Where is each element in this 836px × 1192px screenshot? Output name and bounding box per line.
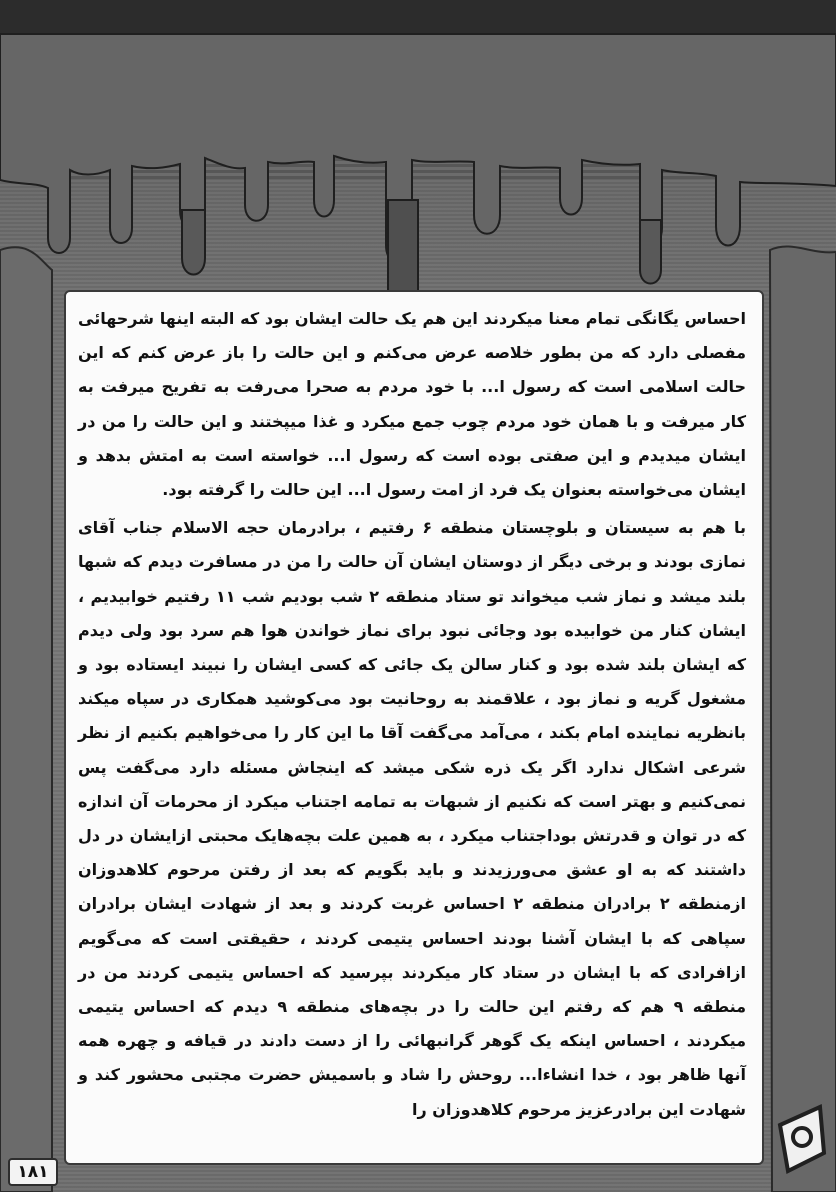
article-text-box	[64, 290, 764, 1165]
article-paragraph-2: با هم به سیستان و بلوچستان منطقه ۶ رفتیم ، برادرمان حجه الاسلام جناب آقای نمازی بودند و برخی دیگر از دوستان ایشان آن حالت را من در مسافرت دیدم که شبها بلند میشد و نماز شب میخواند تو ستاد منطقه ۲ شب بودیم شب ۱۱ رفتیم خوابیدیم ، ایشان کنار من خوابیده بود وجائی نبود برای نماز خواندن هوا هم سرد بود ولی دیدم که ایشان بلند شده بود و کنار سالن یک جائی که کسی ایشان را نبیند ایستاده بود و مشغول گریه و نماز بود ، علاقمند به روحانیت بود می‌کوشید همکاری در سپاه میکند بانظریه نماینده امام بکند ، می‌آمد می‌گفت آقا ما این کار را می‌خواهیم بکنیم از نظر شرعی اشکال ندارد اگر یک ذره شکی میشد که اینجاش مسئله دارد می‌گفت پس نمی‌کنیم و بهتر است که نکنیم از شبهات به تمامه اجتناب میکرد از محرمات آن اندازه که در توان و قدرتش بوداجتناب میکرد ، به همین علت بچه‌هایک محبتی ازایشان در دل داشتند که به او عشق می‌ورزیدند و باید بگویم که بعد از رفتن مرحوم کلاهدوزان ازمنطقه ۲ برادران منطقه ۲ احساس غربت کردند و بعد از شهادت ایشان برادران سپاهی که با ایشان آشنا بودند احساس یتیمی کردند ، حقیقتی است که می‌گویم ازافرادی که با ایشان در ستاد کار میکردند بپرسید که احساس یتیمی کردند من در منطقه ۹ هم که رفتم این حالت را در بچه‌های منطقه ۹ دیدم که احساس یتیمی میکردند ، احساس اینکه یک گوهر گرانبهائی را از دست دادند در قیافه و چهره همه آنها ظاهر بود ، خدا انشاءا... روحش را شاد و باسمیش حضرت مجتبی محشور کند و شهادت این برادرعزیز مرحوم کلاهدوزان را	[78, 518, 747, 1119]
page-number: ۱۸۱	[8, 1158, 58, 1186]
article-paragraph-1: احساس یگانگی تمام معنا میکردند این هم یک حالت ایشان بود که البته اینها شرحهائی مفصلی دارد که من بطور خلاصه عرض می‌کنم و این حالت را باز عرض کنم که این حالت اسلامی است که رسول ا... با خود مردم به صحرا می‌رفت به تفریح میرفت به کار میرفت و با همان خود مردم چوب جمع میکرد و غذا میپختند و این حالت را من در ایشان میدیدم و این صفتی بوده است که رسول ا... خواسته است به امتش بدهد و ایشان می‌خواسته بعنوان یک فرد از امت رسول ا... این حالت را گرفته بود.	[78, 309, 746, 500]
corner-decoration-icon	[772, 1095, 828, 1179]
